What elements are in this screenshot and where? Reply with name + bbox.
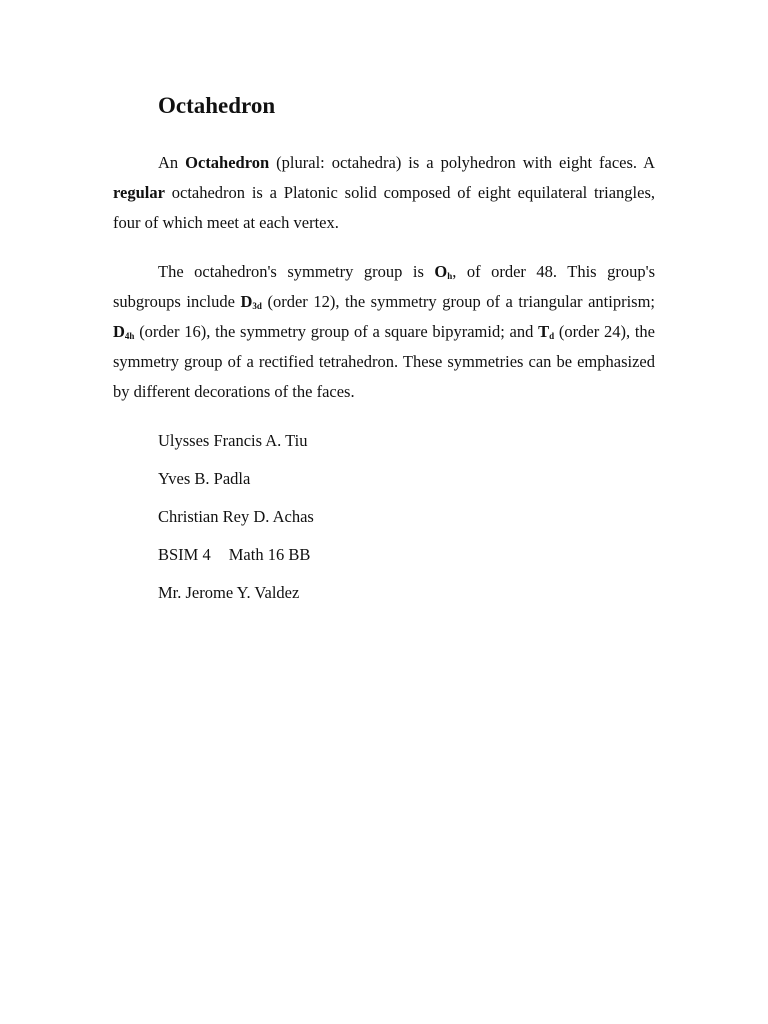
group-subscript: d (549, 331, 555, 341)
page-title: Octahedron (158, 93, 276, 118)
bold-term-regular: regular (113, 183, 165, 202)
course-section: BSIM 4 (158, 545, 211, 564)
text-run: (plural: octahedra) is a polyhedron with eight faces. A (269, 153, 655, 172)
group-d4h (113, 322, 134, 341)
course-subject: Math 16 BB (228, 545, 311, 564)
symmetry-paragraph (113, 257, 655, 407)
group-letter: D (240, 292, 253, 311)
group-d3d (241, 292, 262, 311)
text-run: octahedron is a Platonic solid composed of eight equilateral triangles, four of which meet at each vertex. (113, 183, 655, 232)
intro-paragraph (113, 148, 655, 238)
group-subscript: 3d (252, 301, 262, 311)
author-name: Christian Rey D. Achas (158, 507, 314, 526)
group-subscript: h (447, 271, 453, 281)
author-name: Yves B. Padla (158, 469, 251, 488)
group-oh (434, 262, 452, 281)
group-subscript: 4h (124, 331, 135, 341)
group-letter: O (434, 262, 448, 281)
text-run: (order 16), the symmetry group of a square bipyramid; and (134, 322, 539, 341)
author-block (158, 427, 314, 617)
text-run: (order 24), the symmetry group of a rectified tetrahedron. These symmetries can be emphasized by different decorations of the faces. (113, 322, 655, 401)
instructor-name: Mr. Jerome Y. Valdez (158, 583, 300, 602)
group-letter: T (538, 322, 550, 341)
text-run: (order 12), the symmetry group of a triangular antiprism; (261, 292, 655, 311)
group-letter: D (113, 322, 125, 341)
author-name: Ulysses Francis A. Tiu (158, 431, 308, 450)
text-run: An (158, 153, 186, 172)
group-td (538, 322, 554, 341)
course-line (158, 541, 314, 579)
text-run: , of order 48. This group's subgroups include (113, 262, 655, 311)
text-run: The octahedron's symmetry group is (158, 262, 435, 281)
bold-term-octahedron: Octahedron (185, 153, 270, 172)
